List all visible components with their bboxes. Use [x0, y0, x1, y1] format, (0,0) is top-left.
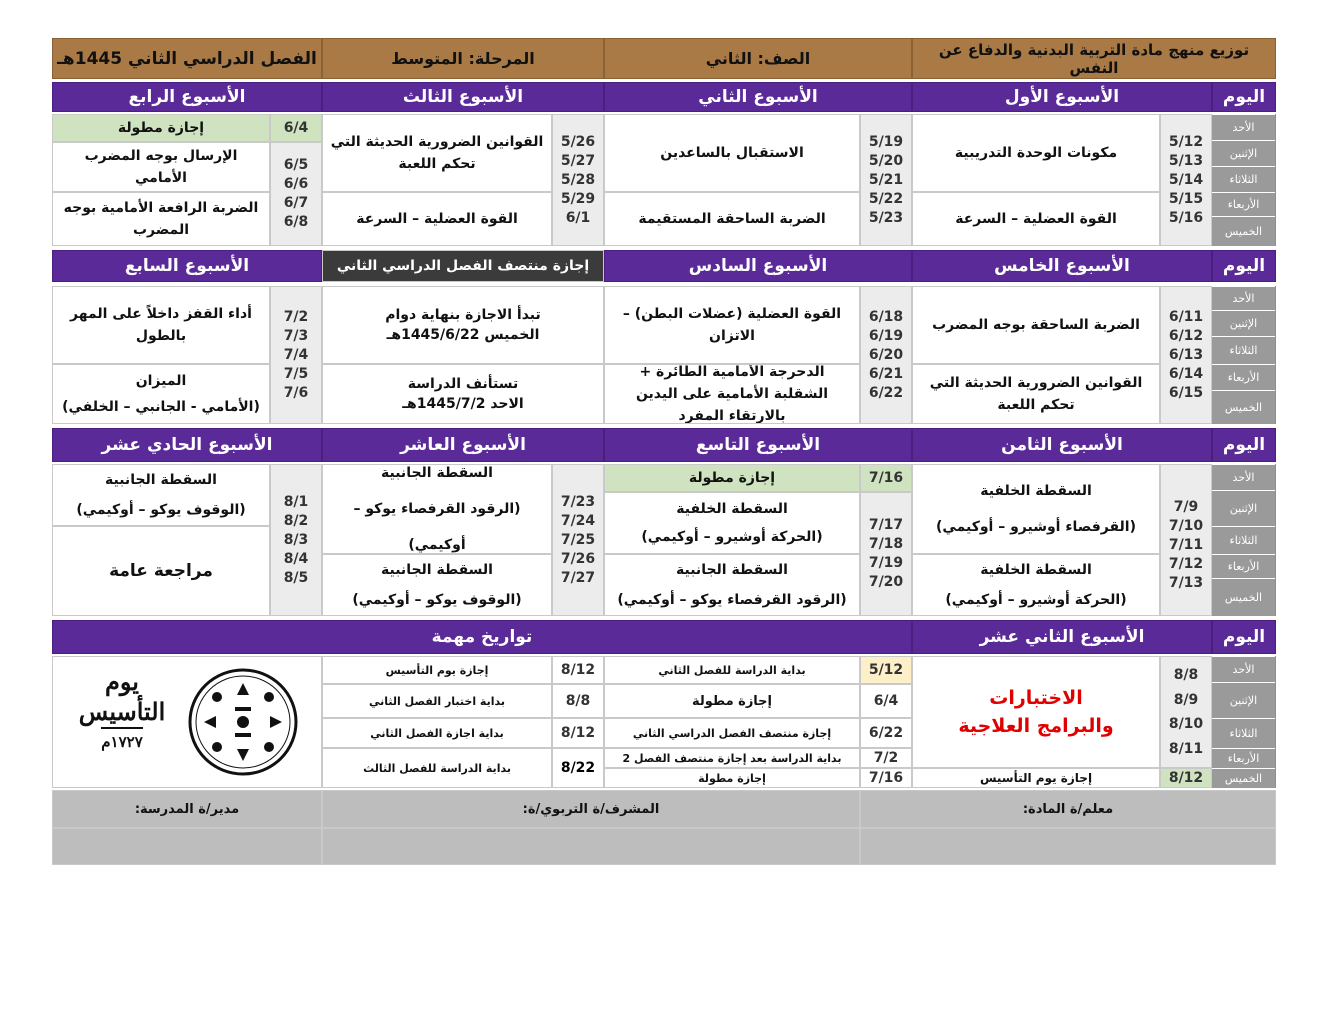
- day-mon: الإثنين: [1212, 682, 1275, 718]
- day-wed: الأربعاء: [1212, 364, 1275, 390]
- important-date: 8/12: [552, 718, 604, 748]
- week6-topic1: القوة العضلية (عضلات البطن) – الاتزان: [604, 286, 860, 364]
- important-date: 6/4: [860, 684, 912, 718]
- grade-label: الصف: الثاني: [604, 38, 912, 79]
- important-date: 5/12: [860, 656, 912, 684]
- important-date: 7/16: [860, 768, 912, 788]
- week7-topic1: أداء القفز داخلاً على المهر بالطول: [52, 286, 270, 364]
- day-thu: الخميس: [1212, 578, 1275, 616]
- principal-signature-field: [52, 828, 322, 865]
- week9-holiday: إجازة مطولة: [604, 464, 860, 492]
- day-sun: الأحد: [1212, 656, 1275, 682]
- important-date: 8/12: [552, 656, 604, 684]
- stage-label: المرحلة: المتوسط: [322, 38, 604, 79]
- day-header: اليوم: [1212, 620, 1276, 654]
- day-mon: الإثنين: [1212, 310, 1275, 336]
- day-tue: الثلاثاء: [1212, 718, 1275, 748]
- week11-dates: 8/1 8/2 8/3 8/4 8/5: [270, 464, 322, 616]
- week11-topic1: السقطة الجانبية (الوقوف يوكو – أوكيمي): [52, 464, 270, 526]
- week11-topic2: مراجعة عامة: [52, 526, 270, 616]
- day-thu: الخميس: [1212, 216, 1275, 246]
- important-dates-title: تواريخ مهمة: [52, 620, 912, 654]
- important-label: بداية الدراسة للفصل الثالث: [322, 748, 552, 788]
- week3-topic2: القوة العضلية – السرعة: [322, 192, 552, 246]
- important-label: بداية الدراسة بعد إجازة منتصف الفصل 2: [604, 748, 860, 768]
- supervisor-signature-field: [322, 828, 860, 865]
- week10-topic1: السقطة الجانبية (الرقود القرفصاء يوكو – أوكيمي): [322, 464, 552, 554]
- week9-holiday-date: 7/16: [860, 464, 912, 492]
- week1-topic2: القوة العضلية – السرعة: [912, 192, 1160, 246]
- midterm-resume: تستأنف الدراسة الاحد 1445/7/2هـ: [322, 364, 604, 424]
- week9-title: الأسبوع التاسع: [604, 428, 912, 462]
- week1-topic1: مكونات الوحدة التدريبية: [912, 114, 1160, 192]
- day-sun: الأحد: [1212, 286, 1275, 310]
- week3-dates: 5/26 5/27 5/28 5/29 6/1: [552, 114, 604, 246]
- week9-topic2: السقطة الجانبية (الرقود القرفصاء يوكو – أوكيمي): [604, 554, 860, 616]
- day-header: اليوم: [1212, 82, 1276, 112]
- week12-title: الأسبوع الثاني عشر: [912, 620, 1212, 654]
- important-date: 7/2: [860, 748, 912, 768]
- week5-title: الأسبوع الخامس: [912, 250, 1212, 282]
- week1-title: الأسبوع الأول: [912, 82, 1212, 112]
- week2-dates: 5/19 5/20 5/21 5/22 5/23: [860, 114, 912, 246]
- important-date: 8/8: [552, 684, 604, 718]
- week12-last-date: 8/12: [1160, 768, 1212, 788]
- week9-dates: 7/17 7/18 7/19 7/20: [860, 492, 912, 616]
- term-label: الفصل الدراسي الثاني 1445هـ: [52, 38, 322, 79]
- week6-dates: 6/18 6/19 6/20 6/21 6/22: [860, 286, 912, 424]
- week1-dates: 5/12 5/13 5/14 5/15 5/16: [1160, 114, 1212, 246]
- week5-dates: 6/11 6/12 6/13 6/14 6/15: [1160, 286, 1212, 424]
- week4-holiday-date: 6/4: [270, 114, 322, 142]
- day-thu: الخميس: [1212, 768, 1275, 788]
- day-wed: الأربعاء: [1212, 192, 1275, 216]
- week4-topic1: الإرسال بوجه المضرب الأمامي: [52, 142, 270, 192]
- week6-title: الأسبوع السادس: [604, 250, 912, 282]
- teacher-signature-label: معلم/ة المادة:: [860, 790, 1276, 828]
- important-label: بداية الدراسة للفصل الثاني: [604, 656, 860, 684]
- midterm-start: تبدأ الاجازة بنهاية دوام الخميس 1445/6/22هـ: [322, 286, 604, 364]
- week9-topic1: السقطة الخلفية (الحركة أوشيرو – أوكيمي): [604, 492, 860, 554]
- important-label: بداية اختبار الفصل الثاني: [322, 684, 552, 718]
- supervisor-signature-label: المشرف/ة التربوي/ة:: [322, 790, 860, 828]
- week2-topic1: الاستقبال بالساعدين: [604, 114, 860, 192]
- principal-signature-label: مدير/ة المدرسة:: [52, 790, 322, 828]
- subject-title: توزيع منهج مادة التربية البدنية والدفاع عن النفس: [912, 38, 1276, 79]
- teacher-signature-field: [860, 828, 1276, 865]
- week8-dates: 7/9 7/10 7/11 7/12 7/13: [1160, 464, 1212, 616]
- week8-title: الأسبوع الثامن: [912, 428, 1212, 462]
- important-label: إجازة مطولة: [604, 768, 860, 788]
- week4-topic2: الضربة الرافعة الأمامية بوجه المضرب: [52, 192, 270, 246]
- important-date: 6/22: [860, 718, 912, 748]
- day-header: اليوم: [1212, 250, 1276, 282]
- important-label: بداية اجازة الفصل الثاني: [322, 718, 552, 748]
- week7-title: الأسبوع السابع: [52, 250, 322, 282]
- day-thu: الخميس: [1212, 390, 1275, 424]
- day-wed: الأربعاء: [1212, 748, 1275, 768]
- week3-topic1: القوانين الضرورية الحديثة التي تحكم اللعبة: [322, 114, 552, 192]
- day-mon: الإثنين: [1212, 490, 1275, 526]
- important-label: إجازة منتصف الفصل الدراسي الثاني: [604, 718, 860, 748]
- midterm-title: إجازة منتصف الفصل الدراسي الثاني: [322, 250, 604, 282]
- week5-topic2: القوانين الضرورية الحديثة التي تحكم اللعبة: [912, 364, 1160, 424]
- week2-title: الأسبوع الثاني: [604, 82, 912, 112]
- important-date: 8/22: [552, 748, 604, 788]
- week7-dates: 7/2 7/3 7/4 7/5 7/6: [270, 286, 322, 424]
- week2-topic2: الضربة الساحقة المستقيمة: [604, 192, 860, 246]
- week4-title: الأسبوع الرابع: [52, 82, 322, 112]
- logo-text: يوم التأسيس ١٧٢٧م: [78, 667, 166, 751]
- week7-topic2: الميزان (الأمامي - الجانبي – الخلفي): [52, 364, 270, 424]
- day-header: اليوم: [1212, 428, 1276, 462]
- week10-topic2: السقطة الجانبية (الوقوف يوكو – أوكيمي): [322, 554, 552, 616]
- day-tue: الثلاثاء: [1212, 526, 1275, 554]
- exams-note: الاختبارات والبرامج العلاجية: [912, 656, 1160, 768]
- week8-topic2: السقطة الخلفية (الحركة أوشيرو – أوكيمي): [912, 554, 1160, 616]
- week8-topic1: السقطة الخلفية (القرفصاء أوشيرو – أوكيمي): [912, 464, 1160, 554]
- important-label: إجازة مطولة: [604, 684, 860, 718]
- day-sun: الأحد: [1212, 464, 1275, 490]
- week10-title: الأسبوع العاشر: [322, 428, 604, 462]
- founding-day-holiday: إجازة يوم التأسيس: [912, 768, 1160, 788]
- week11-title: الأسبوع الحادي عشر: [52, 428, 322, 462]
- week10-dates: 7/23 7/24 7/25 7/26 7/27: [552, 464, 604, 616]
- day-mon: الإثنين: [1212, 140, 1275, 166]
- founding-day-logo: [52, 656, 322, 788]
- week5-topic1: الضربة الساحقة بوجه المضرب: [912, 286, 1160, 364]
- week12-dates: 8/8 8/9 8/10 8/11: [1160, 656, 1212, 768]
- week3-title: الأسبوع الثالث: [322, 82, 604, 112]
- week4-dates: 6/5 6/6 6/7 6/8: [270, 142, 322, 246]
- day-tue: الثلاثاء: [1212, 336, 1275, 364]
- week6-topic2: الدحرجة الأمامية الطائرة + الشقلبة الأمامية على اليدين بالارتقاء المفرد: [604, 364, 860, 424]
- day-wed: الأربعاء: [1212, 554, 1275, 578]
- week4-holiday: إجازة مطولة: [52, 114, 270, 142]
- important-label: إجازة يوم التأسيس: [322, 656, 552, 684]
- day-sun: الأحد: [1212, 114, 1275, 140]
- day-tue: الثلاثاء: [1212, 166, 1275, 192]
